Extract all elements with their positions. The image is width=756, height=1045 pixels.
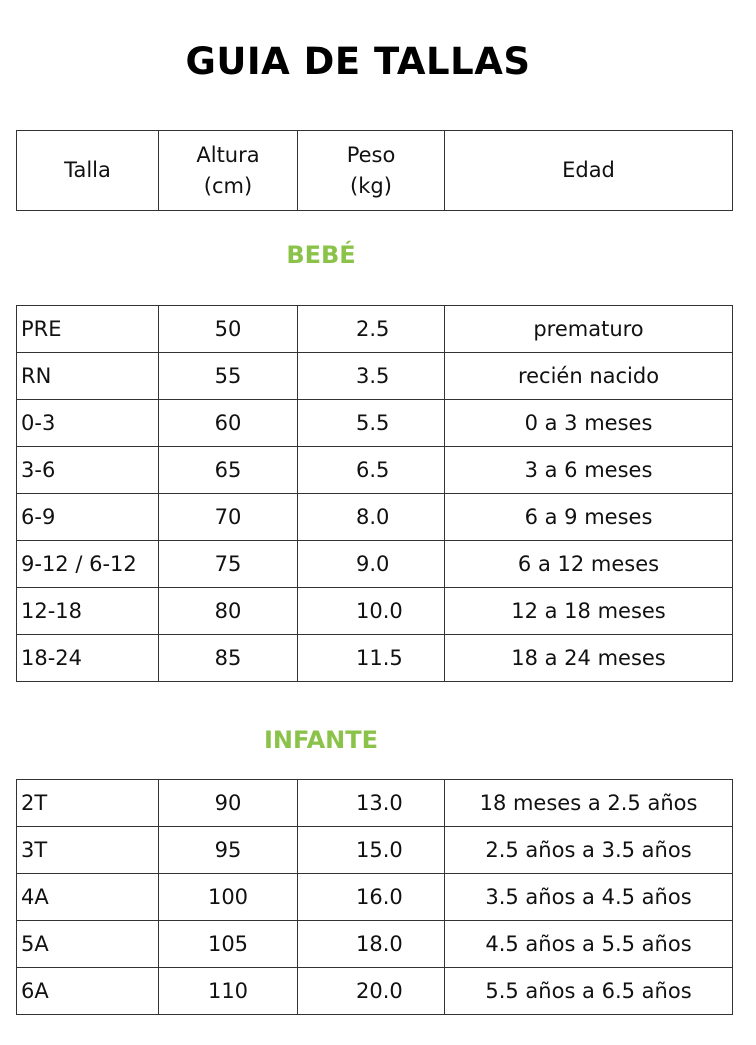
cell-edad: 0 a 3 meses: [445, 400, 733, 447]
table-row: [17, 400, 733, 447]
header-talla: Talla: [17, 131, 159, 211]
table-row: [17, 353, 733, 400]
cell-edad: 4.5 años a 5.5 años: [445, 921, 733, 968]
table-row: [17, 635, 733, 682]
table-row: [17, 494, 733, 541]
cell-altura: 105: [159, 921, 298, 968]
header-altura-unit: (cm): [203, 173, 253, 198]
cell-talla: 2T: [17, 780, 159, 827]
header-altura-label: Altura: [196, 142, 260, 167]
cell-edad: 6 a 9 meses: [445, 494, 733, 541]
cell-altura: 80: [159, 588, 298, 635]
cell-altura: 95: [159, 827, 298, 874]
cell-edad: 3 a 6 meses: [445, 447, 733, 494]
cell-altura: 60: [159, 400, 298, 447]
cell-altura: 50: [159, 306, 298, 353]
cell-edad: 2.5 años a 3.5 años: [445, 827, 733, 874]
cell-edad: 18 meses a 2.5 años: [445, 780, 733, 827]
cell-altura: 110: [159, 968, 298, 1015]
table-row: [17, 874, 733, 921]
bebe-rows: [17, 306, 733, 682]
table-row: [17, 447, 733, 494]
cell-altura: 70: [159, 494, 298, 541]
cell-peso: 5.5: [298, 400, 445, 447]
cell-peso: 6.5: [298, 447, 445, 494]
cell-peso: 18.0: [298, 921, 445, 968]
cell-talla: 6A: [17, 968, 159, 1015]
table-row: [17, 541, 733, 588]
table-row: [17, 588, 733, 635]
section-title-infante: INFANTE: [263, 726, 379, 754]
cell-peso: 13.0: [298, 780, 445, 827]
cell-peso: 15.0: [298, 827, 445, 874]
cell-talla: 5A: [17, 921, 159, 968]
table-row: [17, 827, 733, 874]
table-row: [17, 780, 733, 827]
table-row: [17, 921, 733, 968]
cell-talla: 6-9: [17, 494, 159, 541]
header-edad: Edad: [445, 131, 733, 211]
cell-edad: prematuro: [445, 306, 733, 353]
table-row: [17, 968, 733, 1015]
cell-altura: 55: [159, 353, 298, 400]
cell-talla: 4A: [17, 874, 159, 921]
section-title-bebe: BEBÉ: [286, 241, 356, 269]
header-altura: [159, 131, 298, 211]
cell-altura: 65: [159, 447, 298, 494]
bebe-size-table: [16, 305, 733, 682]
header-peso: [298, 131, 445, 211]
cell-talla: RN: [17, 353, 159, 400]
cell-edad: recién nacido: [445, 353, 733, 400]
cell-peso: 11.5: [298, 635, 445, 682]
header-row: [17, 131, 733, 211]
cell-peso: 10.0: [298, 588, 445, 635]
infante-rows: [17, 780, 733, 1015]
cell-edad: 6 a 12 meses: [445, 541, 733, 588]
cell-talla: PRE: [17, 306, 159, 353]
cell-talla: 3T: [17, 827, 159, 874]
cell-peso: 3.5: [298, 353, 445, 400]
cell-peso: 8.0: [298, 494, 445, 541]
header-peso-label: Peso: [346, 142, 396, 167]
cell-altura: 100: [159, 874, 298, 921]
cell-peso: 9.0: [298, 541, 445, 588]
cell-talla: 18-24: [17, 635, 159, 682]
cell-peso: 2.5: [298, 306, 445, 353]
cell-talla: 0-3: [17, 400, 159, 447]
cell-altura: 90: [159, 780, 298, 827]
table-row: [17, 306, 733, 353]
cell-edad: 5.5 años a 6.5 años: [445, 968, 733, 1015]
header-peso-unit: (kg): [350, 173, 392, 198]
cell-altura: 85: [159, 635, 298, 682]
page-title: GUIA DE TALLAS: [185, 40, 531, 83]
cell-talla: 12-18: [17, 588, 159, 635]
cell-edad: 12 a 18 meses: [445, 588, 733, 635]
cell-altura: 75: [159, 541, 298, 588]
cell-talla: 9-12 / 6-12: [17, 541, 159, 588]
cell-peso: 20.0: [298, 968, 445, 1015]
cell-edad: 18 a 24 meses: [445, 635, 733, 682]
cell-edad: 3.5 años a 4.5 años: [445, 874, 733, 921]
infante-size-table: [16, 779, 733, 1015]
cell-talla: 3-6: [17, 447, 159, 494]
cell-peso: 16.0: [298, 874, 445, 921]
size-guide-header-table: [16, 130, 733, 211]
